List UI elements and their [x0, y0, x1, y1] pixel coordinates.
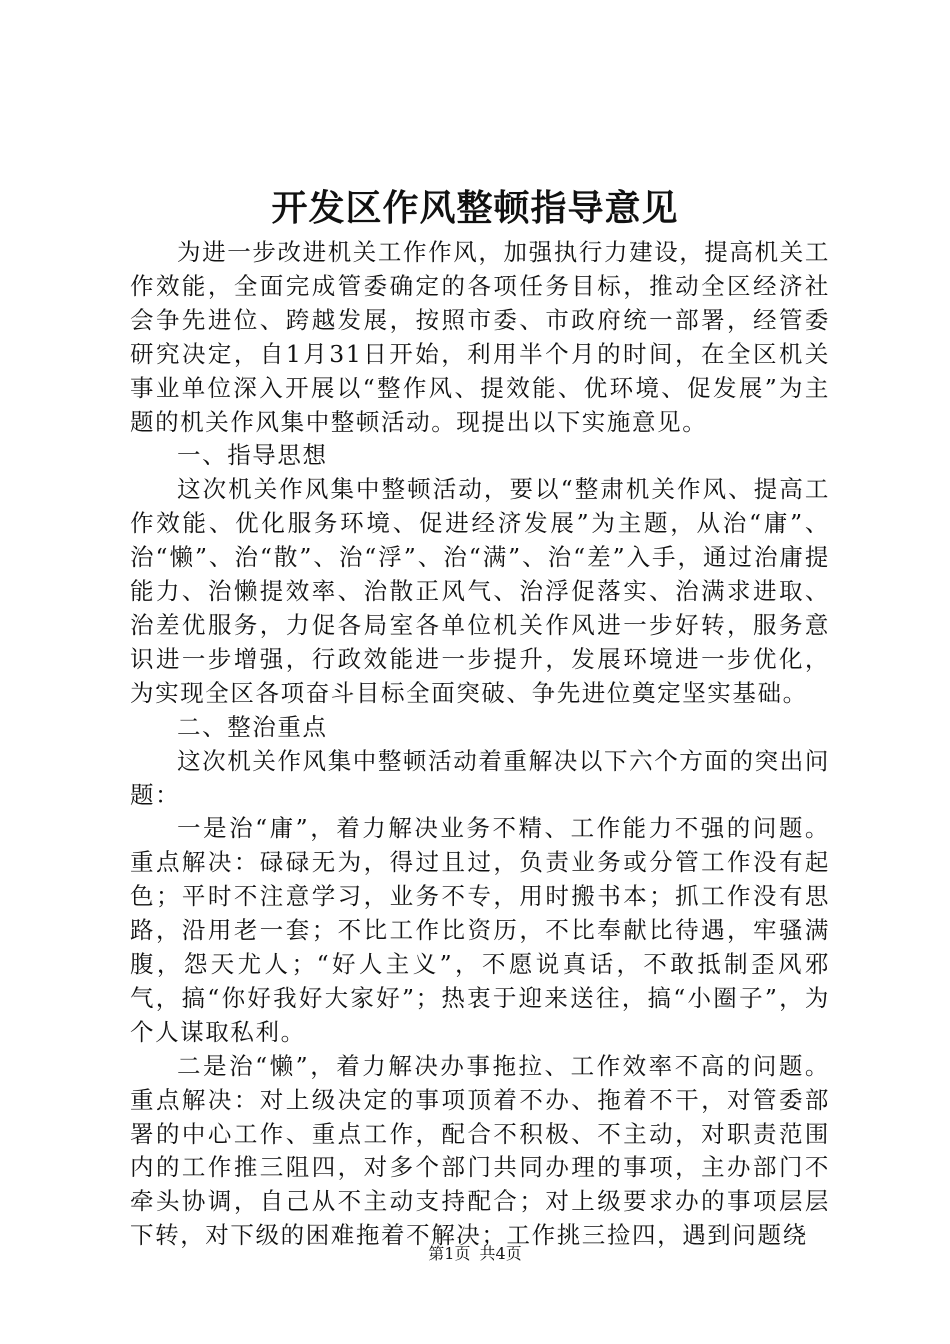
issue-mediocrity-paragraph: 一是治“庸”，着力解决业务不精、工作能力不强的问题。重点解决：碌碌无为，得过且过，负责业务或分管工作没有起色；平时不注意学习，业务不专，用时搬书本；抓工作没有思路，沿用老一套；不比工作比资历，不比奉献比待遇，牢骚满腹，怨天尤人；“好人主义”，不愿说真话，不敢抵制歪风邪气，搞“你好我好大家好”；热衷于迎来送往，搞“小圈子”，为个人谋取私利。 — [130, 814, 830, 1046]
issue-laziness-paragraph: 二是治“懒”，着力解决办事拖拉、工作效率不高的问题。重点解决：对上级决定的事项顶着不办、拖着不干，对管委部署的中心工作、重点工作，配合不积极、不主动，对职责范围内的工作推三阻四，对多个部门共同办理的事项，主办部门不牵头协调，自己从不主动支持配合；对上级要求办的事项层层下转，对下级的困难拖着不解决；工作挑三捡四，遇到问题绕 — [130, 1051, 830, 1250]
section-heading-guiding-thought: 一、指导思想 — [177, 441, 328, 470]
guiding-thought-paragraph: 这次机关作风集中整顿活动，要以“整肃机关作风、提高工作效能、优化服务环境、促进经济发展”为主题，从治“庸”、治“懒”、治“散”、治“浮”、治“满”、治“差”入手，通过治庸提能力、治懒提效率、治散正风气、治浮促落实、治满求进取、治差优服务，力促各局室各单位机关作风进一步好转，服务意识进一步增强，行政效能进一步提升，发展环境进一步优化，为实现全区各项奋斗目标全面突破、争先进位奠定坚实基础。 — [130, 475, 830, 707]
document-body — [130, 236, 830, 1253]
document-title: 开发区作风整顿指导意见 — [271, 187, 679, 229]
key-issues-intro-paragraph: 这次机关作风集中整顿活动着重解决以下六个方面的突出问题： — [130, 746, 830, 809]
page-total: 共4页 — [479, 1244, 522, 1263]
page-number: 第1页 — [428, 1244, 471, 1263]
page-footer — [0, 1242, 950, 1266]
section-heading-key-issues: 二、整治重点 — [177, 712, 328, 741]
intro-paragraph: 为进一步改进机关工作作风，加强执行力建设，提高机关工作效能，全面完成管委确定的各项任务目标，推动全区经济社会争先进位、跨越发展，按照市委、市政府统一部署，经管委研究决定，自1月31日开始，利用半个月的时间，在全区机关事业单位深入开展以“整作风、提效能、优环境、促发展”为主题的机关作风集中整顿活动。现提出以下实施意见。 — [130, 238, 830, 436]
